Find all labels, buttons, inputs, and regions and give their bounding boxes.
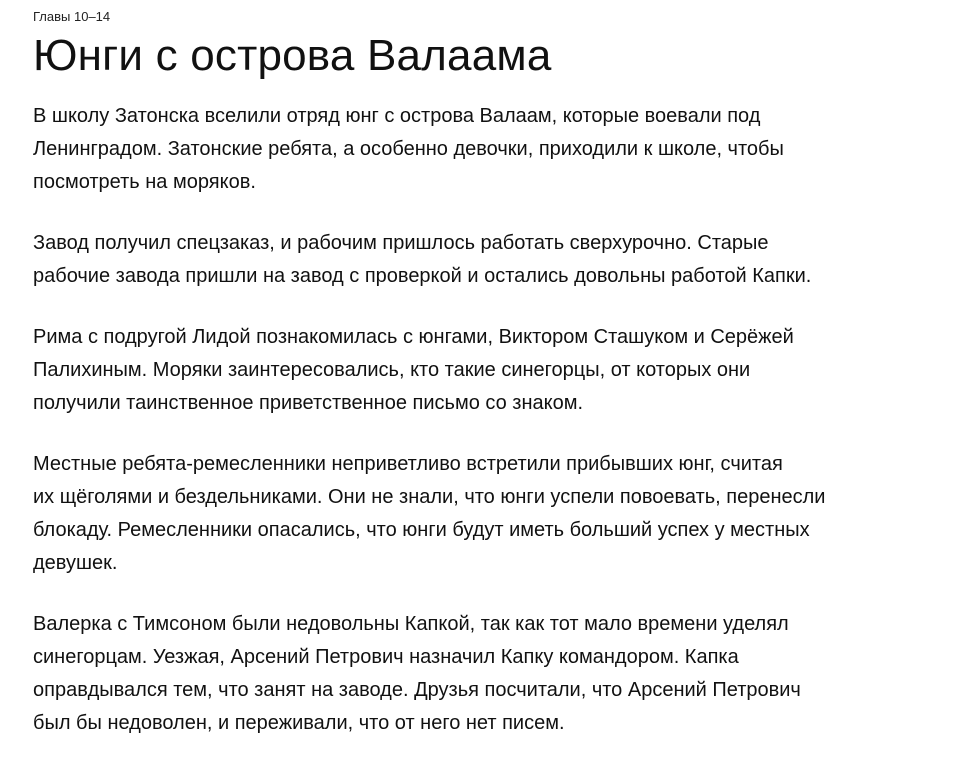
paragraph-1 [33,100,933,199]
chapter-label: Главы 10–14 [33,9,111,24]
paragraph-2 [33,227,933,293]
paragraph-line: Завод получил спецзаказ, и рабочим пришлось работать сверхурочно. Старые [33,232,769,254]
paragraph-line: был бы недоволен, и переживали, что от него нет писем. [33,712,565,734]
paragraph-line: синегорцам. Уезжая, Арсений Петрович назначил Капку командором. Капка [33,646,739,668]
paragraph-line: девушек. [33,552,118,574]
paragraph-3 [33,321,933,420]
document-page [33,6,933,768]
paragraph-line: Валерка с Тимсоном были недовольны Капкой, так как тот мало времени уделял [33,613,789,635]
summary-text [33,100,933,740]
paragraph-line: их щёголями и бездельниками. Они не знали, что юнги успели повоевать, перенесли [33,486,826,508]
paragraph-line: Ленинградом. Затонские ребята, а особенно девочки, приходили к школе, чтобы [33,138,784,160]
paragraph-line: Палихиным. Моряки заинтересовались, кто такие синегорцы, от которых они [33,359,751,381]
paragraph-line: рабочие завода пришли на завод с проверкой и остались довольны работой Капки. [33,265,812,287]
paragraph-line: Местные ребята-ремесленники неприветливо встретили прибывших юнг, считая [33,453,783,475]
paragraph-4 [33,448,933,580]
paragraph-line: посмотреть на моряков. [33,171,256,193]
page-title: Юнги с острова Валаама [33,31,552,80]
paragraph-line: Рима с подругой Лидой познакомилась с юнгами, Виктором Сташуком и Серёжей [33,326,794,348]
paragraph-line: В школу Затонска вселили отряд юнг с острова Валаам, которые воевали под [33,105,761,127]
paragraph-line: получили таинственное приветственное письмо со знаком. [33,392,584,414]
paragraph-5 [33,608,933,740]
paragraph-line: блокаду. Ремесленники опасались, что юнги будут иметь больший успех у местных [33,519,810,541]
paragraph-line: оправдывался тем, что занят на заводе. Друзья посчитали, что Арсений Петрович [33,679,801,701]
